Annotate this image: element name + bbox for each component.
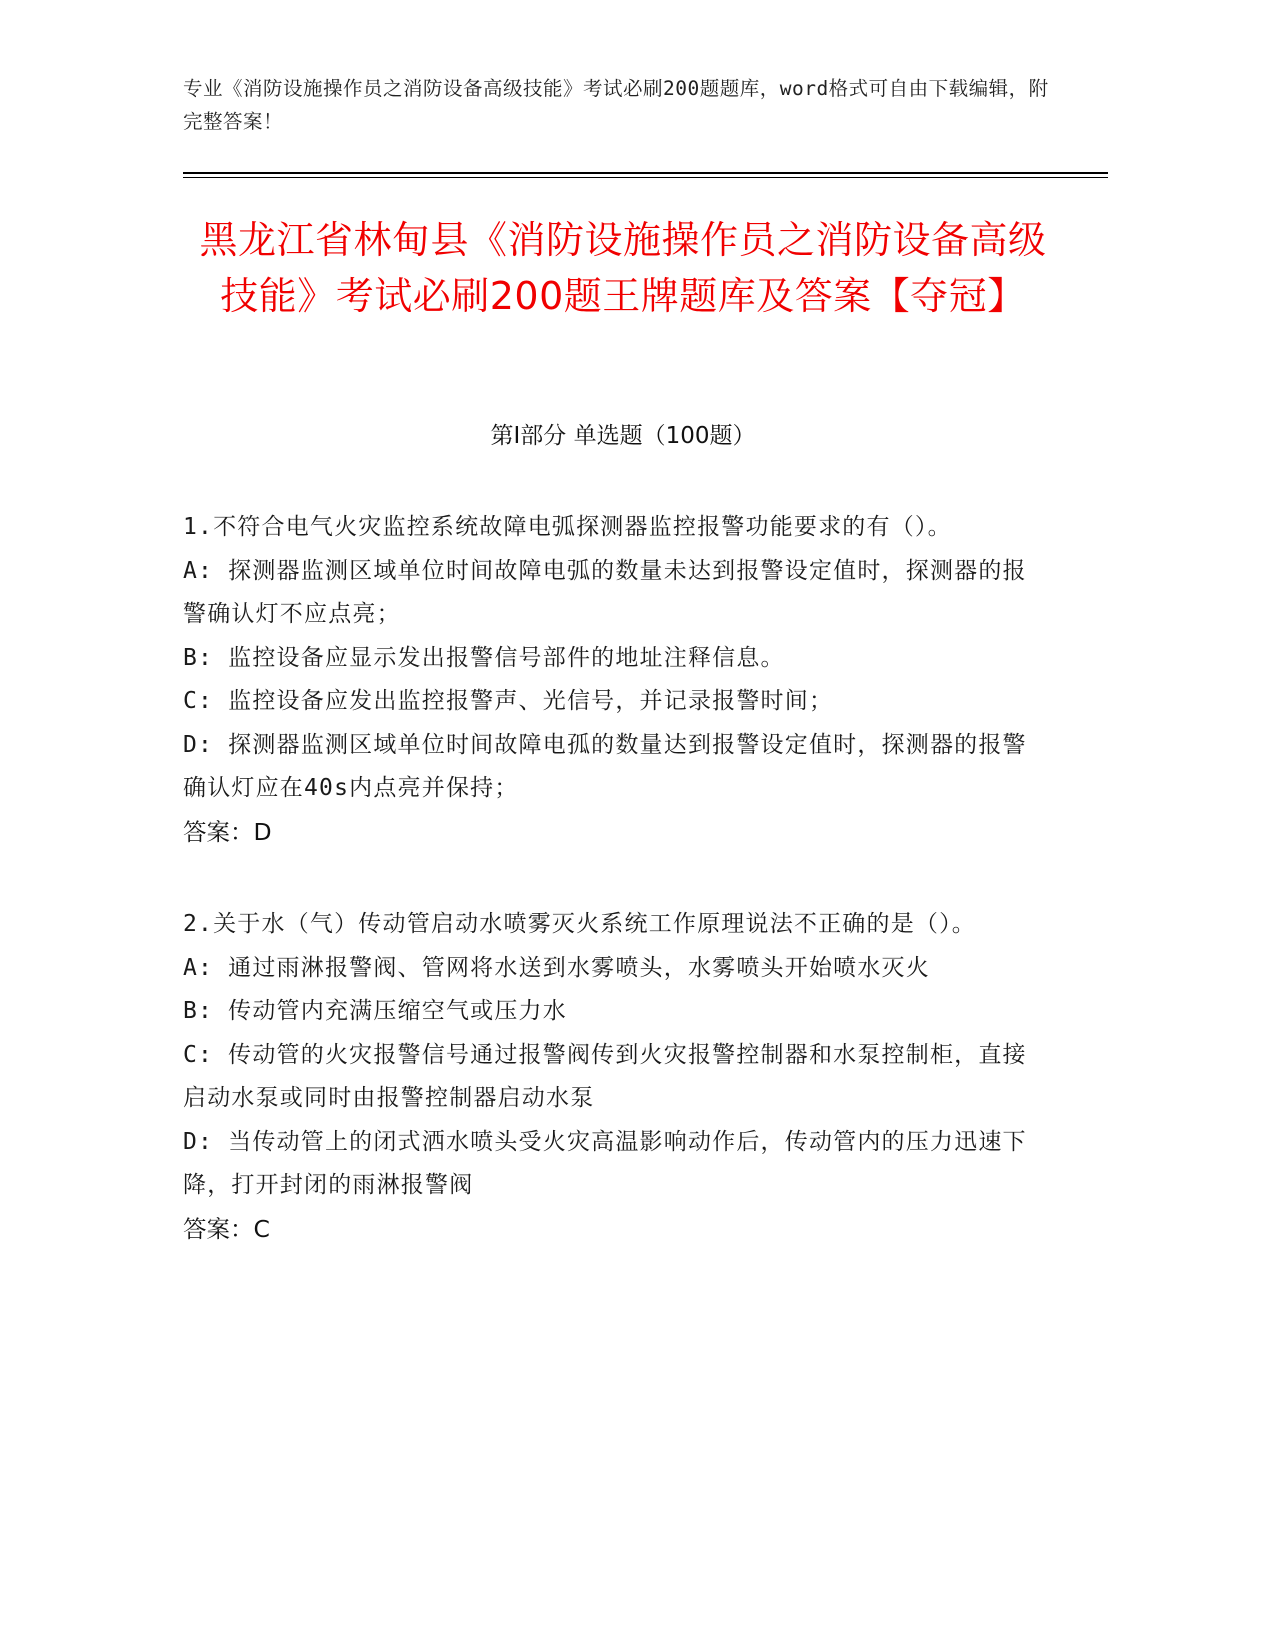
option-a: A: 通过雨淋报警阀、管网将水送到水雾喷头，水雾喷头开始喷水灭火 bbox=[183, 954, 930, 981]
option-a: A: 探测器监测区域单位时间故障电弧的数量未达到报警设定值时，探测器的报警确认灯不应点亮； bbox=[183, 557, 1027, 627]
option-c: C: 传动管的火灾报警信号通过报警阀传到火灾报警控制器和水泵控制柜，直接启动水泵或同时由报警控制器启动水泵 bbox=[183, 1041, 1027, 1111]
question-list bbox=[183, 506, 1043, 1300]
question-item bbox=[183, 506, 1043, 854]
answer: 答案：C bbox=[183, 1214, 270, 1243]
document-title: 黑龙江省林甸县《消防设施操作员之消防设备高级技能》考试必刷200题王牌题库及答案【夺冠】 bbox=[199, 218, 1047, 318]
question-stem: 1.不符合电气火灾监控系统故障电弧探测器监控报警功能要求的有（）。 bbox=[183, 514, 952, 540]
answer: 答案：D bbox=[183, 817, 272, 846]
header-divider-thin bbox=[183, 177, 1108, 178]
option-b: B: 监控设备应显示发出报警信号部件的地址注释信息。 bbox=[183, 644, 785, 671]
header-note: 专业《消防设施操作员之消防设备高级技能》考试必刷200题题库，word格式可自由下载编辑，附完整答案！ bbox=[183, 77, 1049, 133]
section-title: 第I部分 单选题（100题） bbox=[490, 423, 756, 449]
option-d: D: 当传动管上的闭式洒水喷头受火灾高温影响动作后，传动管内的压力迅速下降，打开封闭的雨淋报警阀 bbox=[183, 1128, 1027, 1198]
option-b: B: 传动管内充满压缩空气或压力水 bbox=[183, 998, 567, 1024]
option-d: D: 探测器监测区域单位时间故障电孤的数量达到报警设定值时，探测器的报警确认灯应在40s内点亮并保持； bbox=[183, 731, 1027, 801]
header-divider-thick bbox=[183, 172, 1108, 174]
option-c: C: 监控设备应发出监控报警声、光信号，并记录报警时间； bbox=[183, 688, 834, 714]
question-item bbox=[183, 903, 1043, 1251]
question-stem: 2.关于水（气）传动管启动水喷雾灭火系统工作原理说法不正确的是（）。 bbox=[183, 911, 976, 937]
